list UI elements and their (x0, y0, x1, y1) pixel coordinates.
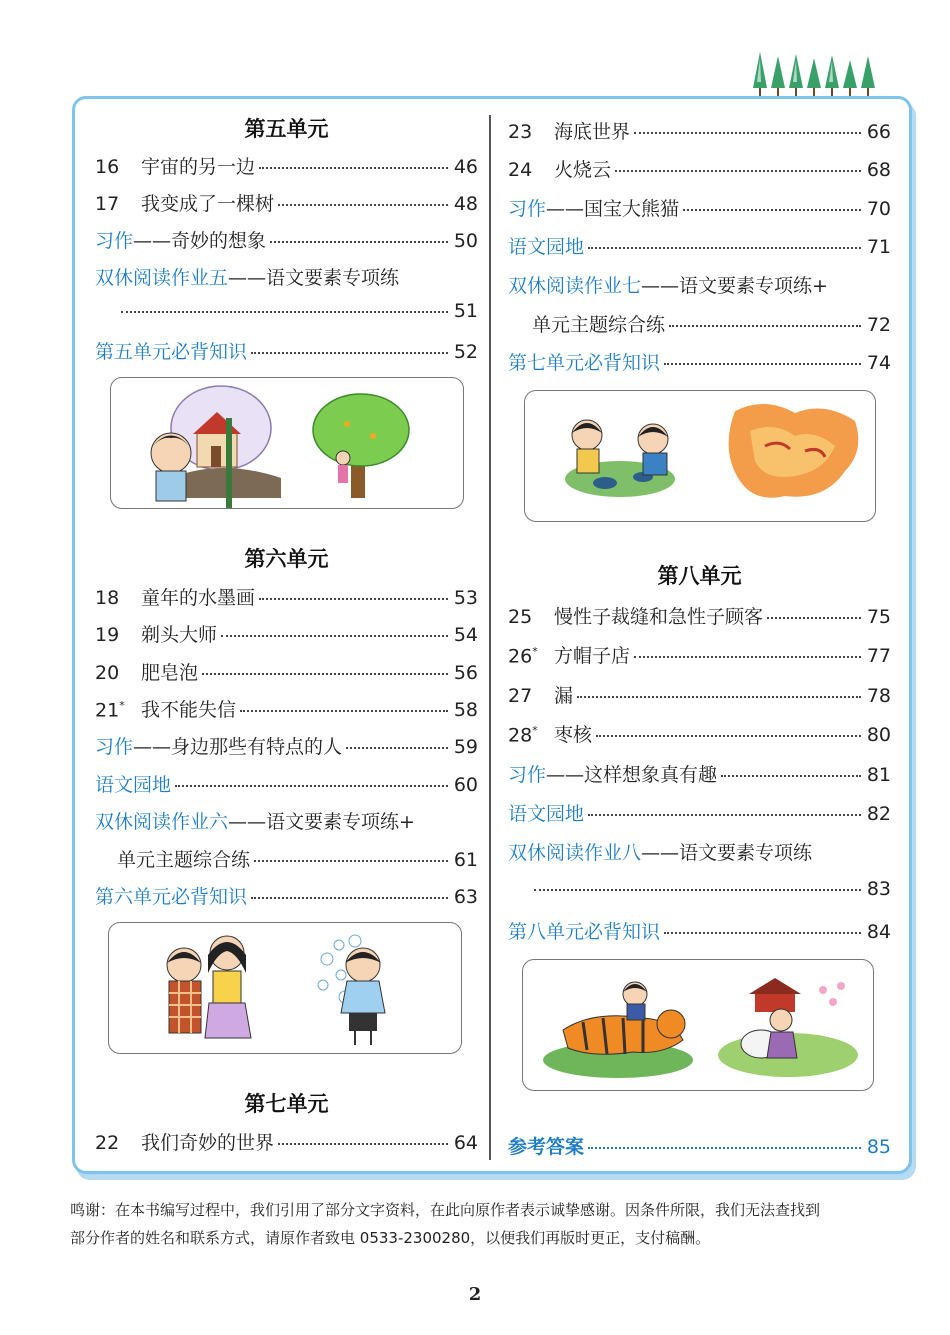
leader-dots (664, 932, 861, 934)
lesson-title: 宇宙的另一边 (141, 156, 256, 178)
xizuo-label: 习作 (508, 764, 547, 786)
leader-dots (254, 860, 448, 862)
leader-dots (588, 247, 861, 249)
unit6-title: 第六单元 (244, 547, 329, 571)
xizuo-label: 习作 (508, 198, 547, 220)
shuangxiu-subtitle: ——语文要素专项练 (228, 267, 400, 289)
yuanwen-label: 语文园地 (508, 236, 585, 258)
shuangxiu-label: 双休阅读作业六 (95, 811, 229, 833)
shuangxiu-subtitle: ——语文要素专项练+ (641, 275, 828, 297)
lesson-number: 23 (508, 121, 533, 143)
leader-dots (534, 889, 861, 891)
optional-mark: * (532, 644, 538, 658)
leader-dots (270, 241, 448, 243)
toc-entry-bibei[interactable] (508, 917, 891, 945)
leader-dots (577, 696, 861, 698)
toc-entry[interactable] (508, 681, 891, 709)
page-number: 48 (453, 193, 478, 215)
leader-dots (634, 656, 861, 658)
toc-entry-continuation[interactable] (95, 845, 478, 873)
lesson-title: 海底世界 (554, 121, 631, 143)
toc-entry-yuanwen[interactable] (508, 232, 891, 260)
leader-dots (588, 1147, 861, 1149)
toc-entry[interactable] (508, 720, 891, 748)
xizuo-subtitle: ——身边那些有特点的人 (133, 736, 343, 758)
toc-entry[interactable] (95, 152, 478, 180)
page-number: 50 (453, 230, 478, 252)
page-number: 85 (866, 1136, 891, 1158)
toc-entry-bibei[interactable] (95, 337, 478, 365)
shuangxiu-label: 双休阅读作业八 (508, 842, 642, 864)
toc-entry-bibei[interactable] (508, 348, 891, 376)
xizuo-subtitle: ——国宝大熊猫 (546, 198, 680, 220)
leader-dots (669, 325, 861, 327)
shuangxiu-subtitle-2: 单元主题综合练 (532, 314, 666, 336)
leader-dots (615, 170, 861, 172)
toc-entry-shuangxiu[interactable] (508, 271, 891, 299)
page-number: 51 (453, 300, 478, 322)
optional-mark: * (532, 723, 538, 737)
unit8-scene-image (523, 960, 873, 1090)
trees-decoration-icon (752, 52, 877, 96)
leader-dots (721, 775, 861, 777)
toc-entry[interactable] (95, 695, 478, 723)
illustration-unit6 (108, 922, 462, 1054)
lesson-number: 21* (95, 698, 125, 721)
toc-entry[interactable] (508, 117, 891, 145)
shuangxiu-subtitle: ——语文要素专项练+ (228, 811, 415, 833)
page-number: 80 (866, 724, 891, 746)
toc-entry-continuation[interactable] (508, 310, 891, 338)
lesson-number: 22 (95, 1132, 120, 1154)
xizuo-subtitle: ——这样想象真有趣 (546, 764, 718, 786)
page-number: 58 (453, 699, 478, 721)
toc-entry-xizuo[interactable] (95, 732, 478, 760)
leader-dots (664, 363, 861, 365)
toc-entry-shuangxiu[interactable] (508, 838, 891, 866)
page-number: 56 (453, 662, 478, 684)
page-number-footer: 2 (468, 1284, 482, 1305)
page-number: 59 (453, 736, 478, 758)
toc-entry[interactable] (508, 641, 891, 669)
lesson-number: 16 (95, 156, 120, 178)
toc-entry[interactable] (508, 155, 891, 183)
lesson-number: 20 (95, 662, 120, 684)
answers-label: 参考答案 (508, 1136, 585, 1158)
xizuo-label: 习作 (95, 230, 134, 252)
illustration-unit5 (110, 377, 464, 509)
lesson-title: 枣核 (554, 724, 593, 746)
lesson-number: 24 (508, 159, 533, 181)
page-number: 84 (866, 921, 891, 943)
illustration-unit7 (524, 390, 876, 522)
bibei-label: 第五单元必背知识 (95, 341, 248, 363)
lesson-number: 25 (508, 606, 533, 628)
leader-dots (175, 785, 448, 787)
toc-entry-bibei[interactable] (95, 882, 478, 910)
leader-dots (221, 635, 448, 637)
page-number: 72 (866, 314, 891, 336)
yuanwen-label: 语文园地 (95, 774, 172, 796)
toc-entry-continuation[interactable] (508, 878, 891, 906)
lesson-title: 我不能失信 (141, 699, 237, 721)
page-number: 52 (453, 341, 478, 363)
bibei-label: 第七单元必背知识 (508, 352, 661, 374)
page-number: 70 (866, 198, 891, 220)
xizuo-subtitle: ——奇妙的想象 (133, 230, 267, 252)
lesson-title: 漏 (554, 685, 574, 707)
page-number: 78 (866, 685, 891, 707)
leader-dots (683, 209, 861, 211)
lesson-title: 慢性子裁缝和急性子顾客 (554, 606, 764, 628)
shuangxiu-label: 双休阅读作业五 (95, 267, 229, 289)
leader-dots (251, 352, 448, 354)
toc-entry-yuanwen[interactable] (508, 799, 891, 827)
unit5-scene-image (111, 378, 463, 508)
leader-dots (767, 617, 861, 619)
page-number: 53 (453, 587, 478, 609)
page-number: 83 (866, 878, 891, 900)
leader-dots (596, 735, 861, 737)
column-divider (489, 115, 491, 1160)
page-number: 60 (453, 774, 478, 796)
acknowledgement-line-2: 部分作者的姓名和联系方式，请原作者致电 0533-2300280，以便我们再版时更正，支付稿酬。 (70, 1229, 711, 1247)
lesson-title: 肥皂泡 (141, 662, 199, 684)
page-number: 46 (453, 156, 478, 178)
page-number: 61 (453, 849, 478, 871)
page-number: 54 (453, 624, 478, 646)
lesson-number: 17 (95, 193, 120, 215)
lesson-number: 18 (95, 587, 120, 609)
toc-entry[interactable] (95, 620, 478, 648)
leader-dots (346, 747, 448, 749)
toc-entry-shuangxiu[interactable] (95, 807, 478, 835)
lesson-title: 童年的水墨画 (141, 587, 256, 609)
toc-entry-continuation[interactable] (95, 300, 478, 328)
page-number: 75 (866, 606, 891, 628)
page-number: 77 (866, 645, 891, 667)
bibei-label: 第六单元必背知识 (95, 886, 248, 908)
toc-entry-xizuo[interactable] (508, 760, 891, 788)
unit8-title: 第八单元 (657, 564, 742, 588)
leader-dots (259, 598, 448, 600)
toc-entry[interactable] (95, 583, 478, 611)
toc-entry-shuangxiu[interactable] (95, 263, 478, 291)
bibei-label: 第八单元必背知识 (508, 921, 661, 943)
lesson-title: 火烧云 (554, 159, 612, 181)
page-number: 71 (866, 236, 891, 258)
unit7-scene-image (525, 391, 875, 521)
page-number: 82 (866, 803, 891, 825)
leader-dots (251, 897, 448, 899)
shuangxiu-subtitle: ——语文要素专项练 (641, 842, 813, 864)
page-number: 63 (453, 886, 478, 908)
toc-entry[interactable] (95, 189, 478, 217)
lesson-number: 28* (508, 723, 538, 746)
leader-dots (634, 132, 861, 134)
leader-dots (278, 1143, 448, 1145)
page-number: 74 (866, 352, 891, 374)
acknowledgement-line-1: 鸣谢：在本书编写过程中，我们引用了部分文字资料，在此向原作者表示诚挚感谢。因条件所限，我们无法查找到 (70, 1201, 821, 1219)
optional-mark: * (119, 698, 125, 712)
shuangxiu-label: 双休阅读作业七 (508, 275, 642, 297)
lesson-number: 27 (508, 685, 533, 707)
lesson-title: 我变成了一棵树 (141, 193, 275, 215)
lesson-title: 方帽子店 (554, 645, 631, 667)
page-number: 81 (866, 764, 891, 786)
toc-entry-yuanwen[interactable] (95, 770, 478, 798)
leader-dots (121, 311, 448, 313)
lesson-title: 剃头大师 (141, 624, 218, 646)
page-number: 66 (866, 121, 891, 143)
leader-dots (202, 673, 448, 675)
toc-entry[interactable] (95, 658, 478, 686)
shuangxiu-subtitle-2: 单元主题综合练 (117, 849, 251, 871)
unit5-title: 第五单元 (244, 117, 329, 141)
leader-dots (588, 814, 861, 816)
toc-entry[interactable] (95, 1128, 478, 1156)
leader-dots (259, 167, 448, 169)
lesson-number: 26* (508, 644, 538, 667)
acknowledgement (70, 1196, 920, 1252)
lesson-number: 19 (95, 624, 120, 646)
illustration-unit8 (522, 959, 874, 1091)
leader-dots (278, 204, 448, 206)
toc-entry-xizuo[interactable] (95, 226, 478, 254)
toc-entry[interactable] (508, 602, 891, 630)
page-number: 68 (866, 159, 891, 181)
unit6-scene-image (109, 923, 461, 1053)
unit7-title: 第七单元 (244, 1092, 329, 1116)
page-number: 64 (453, 1132, 478, 1154)
toc-entry-xizuo[interactable] (508, 194, 891, 222)
xizuo-label: 习作 (95, 736, 134, 758)
toc-entry-answers[interactable] (508, 1132, 891, 1160)
yuanwen-label: 语文园地 (508, 803, 585, 825)
lesson-title: 我们奇妙的世界 (141, 1132, 275, 1154)
leader-dots (240, 710, 448, 712)
